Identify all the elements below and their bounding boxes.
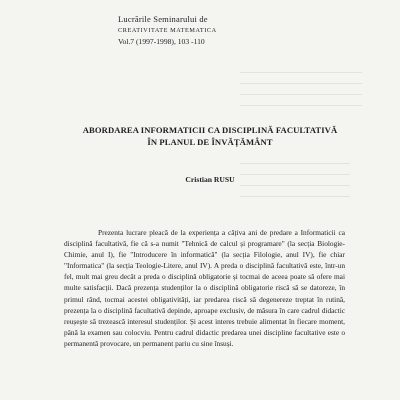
paper-author: Cristian RUSU <box>185 175 235 184</box>
paper-title <box>60 124 360 148</box>
show-through-line <box>240 72 362 73</box>
show-through-line <box>240 185 350 186</box>
journal-series-line: Lucrările Seminarului de <box>118 14 208 24</box>
journal-volume-line: Vol.7 (1997-1998), 103 -110 <box>118 37 205 46</box>
show-through-line <box>240 105 362 106</box>
journal-header <box>118 14 217 47</box>
body-paragraph: Prezenta lucrare pleacă de la experiența a câțiva ani de predare a Informaticii ca disciplină facultativă, fie că s-a numit "Tehnică de calcul și programare" (la secția Biologie-Chimie, anul I), fie "Introducere în informatică" (la secția Filologie, anul IV), fie chiar "Informatica" (la secția Teologie-Litere, anul IV). A preda o disciplină facultativă este, într-un fel, mult mai greu decât a preda o disciplină obligatorie și tocmai de aceea poate să ofere mai multe satisfacții. Dacă prezența studenților la o disciplină obligatorie riscă să se datoreze, în primul rând, tocmai acestei obligativități, iar predarea riscă să degenereze treptat în rutină, prezența la o disciplină facultativă depinde, aproape exclusiv, de măsura în care cadrul didactic reușește să trezească interesul studenților. Și acest interes trebuie alimentat în fiecare moment, până la examen sau colocviu. Pentru cadrul didactic predarea unei discipline facultative este o permanentă provocare, un permanent pariu cu sine însuși. <box>64 228 345 348</box>
show-through-line <box>240 163 350 164</box>
paper-title-line-2: ÎN PLANUL DE ÎNVĂȚĂMÂNT <box>147 137 273 147</box>
show-through-line <box>240 83 362 84</box>
show-through-line <box>240 94 362 95</box>
journal-name-line: CREATIVITATE MATEMATICA <box>118 27 217 34</box>
show-through-line <box>240 196 350 197</box>
paper-title-line-1: ABORDAREA INFORMATICII CA DISCIPLINĂ FACULTATIVĂ <box>82 125 338 135</box>
paper-body <box>64 227 345 349</box>
